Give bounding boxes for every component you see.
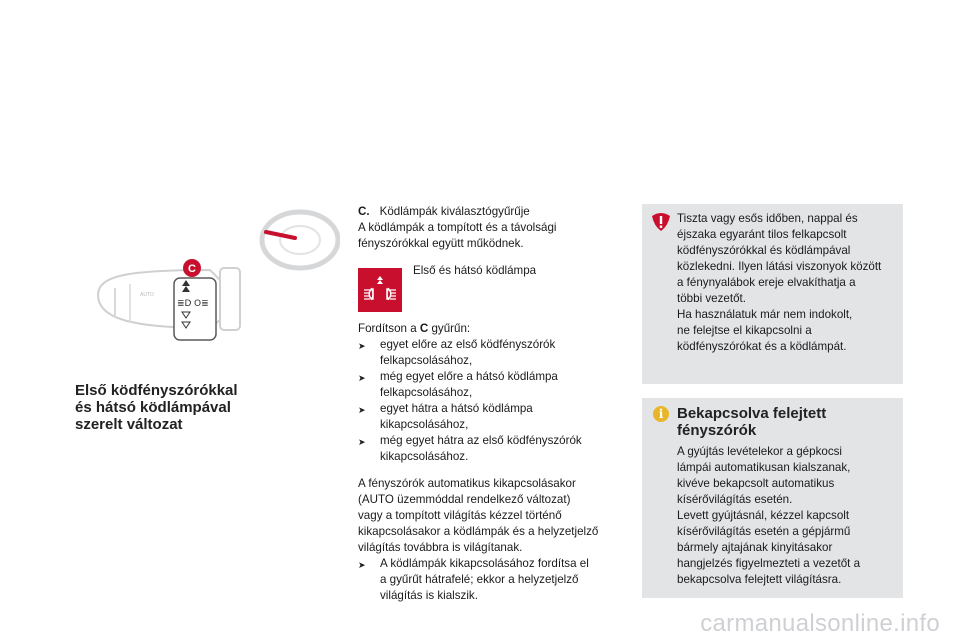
svg-text:≣D: ≣D (177, 299, 192, 309)
auto-off-paragraph: A fényszórók automatikus kikapcsolásakor (AUTO üzemmóddal rendelkező változat) vagy a tompított világítás kézzel történő kikapcsolásakor a ködlámpák és a helyzetjelző világítás továbbra is világítanak. ➤ A ködlámpák kikapcsolásához fordítsa el a gyűrűt hátrafelé; ekkor a helyzetjelző világítás is kialszik. (358, 476, 628, 604)
info-text: A gyújtás levételekor a gépkocsi lámpái automatikusan kialszanak, kivéve bekapcsolt automatikus kísérővilágítás esetén. Levett gyújtásnál, kézzel kapcsolt kísérővilágítás esetén a gépjármű bármely ajtajának kinyitásakor hangjelzés figyelmezteti a vezetőt a bekapcsolva felejtett világításra. (677, 445, 861, 586)
bullet-marker: ➤ (358, 405, 366, 415)
info-icon: i (653, 406, 669, 422)
list-item: ➤ még egyet előre a hátsó ködlámpa felkapcsolásához, (358, 370, 558, 399)
heading-line-2: és hátsó ködlámpával (75, 399, 231, 416)
warning-text: Tiszta vagy esős időben, nappal és éjszaka egyaránt tilos felkapcsolt ködfényszórókkal és ködlámpával közlekedni. Ilyen látási viszonyok között a fénynyalábok ereje elvakíthatja a többi vezetőt. Ha használatuk már nem indokolt, ne felejtse el kikapcsolni a ködfényszórókat és a ködlámpát. (677, 212, 882, 353)
front-rear-fog-lamp-icon (358, 268, 402, 312)
bullet-marker: ➤ (358, 341, 366, 351)
instructions-intro: Fordítson a C gyűrűn: (358, 322, 471, 335)
info-box (642, 398, 903, 598)
svg-text:O≣: O≣ (194, 299, 209, 309)
heading-line-1: Első ködfényszórókkal (75, 382, 238, 399)
auto-label: AUTO (140, 292, 154, 298)
c-title: Ködlámpák kiválasztógyűrűje (379, 205, 530, 218)
info-title: Bekapcsolva felejtett fényszórók (677, 405, 827, 439)
heading-line-3: szerelt változat (75, 416, 183, 433)
fog-lamp-stalk-illustration (70, 200, 340, 350)
list-item: ➤ A ködlámpák kikapcsolásához fordítsa el a gyűrűt hátrafelé; ekkor a helyzetjelző világítás is kialszik. (358, 557, 589, 602)
ring-instructions (358, 321, 628, 465)
warning-box (642, 204, 903, 384)
c-label: C. (358, 205, 370, 218)
section-heading (75, 382, 305, 433)
fog-lamp-label: Első és hátsó ködlámpa (413, 264, 537, 277)
bullet-marker: ➤ (358, 560, 366, 570)
bullet-marker: ➤ (358, 373, 366, 383)
bullet-marker: ➤ (358, 437, 366, 447)
ring-c-description (358, 204, 628, 252)
ring-c-badge: C (188, 263, 196, 275)
list-item: ➤ egyet előre az első ködfényszórók felkapcsolásához, (358, 338, 556, 367)
c-desc-line-1: A ködlámpák a tompított és a távolsági (358, 221, 557, 234)
warning-icon (650, 212, 672, 232)
list-item: ➤ még egyet hátra az első ködfényszórók kikapcsolásához. (358, 434, 582, 463)
watermark: carmanualsonline.info (700, 610, 940, 637)
c-desc-line-2: fényszórókkal együtt működnek. (358, 237, 524, 250)
list-item: ➤ egyet hátra a hátsó ködlámpa kikapcsolásához, (358, 402, 533, 431)
